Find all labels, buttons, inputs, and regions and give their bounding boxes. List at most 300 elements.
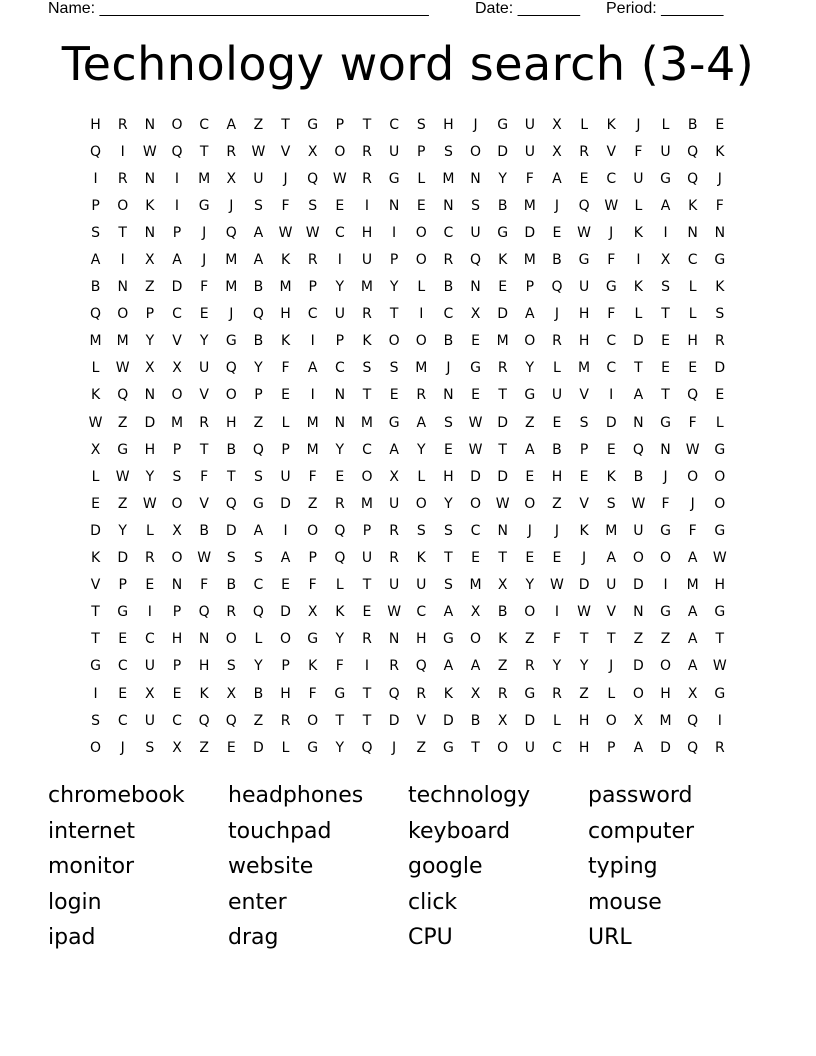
grid-letter: W [88,414,103,431]
grid-letter: F [661,495,670,512]
grid-letter: E [362,604,372,621]
grid-letter: E [91,495,100,512]
grid-letter: S [416,522,426,539]
grid-letter: T [606,631,616,648]
grid-letter: Y [335,279,345,296]
grid-row [82,572,734,599]
grid-letter: W [332,170,347,187]
grid-letter: R [307,252,318,269]
grid-letter: L [607,685,616,702]
grid-letter: O [470,495,482,512]
grid-letter: P [525,279,535,296]
grid-letter: A [525,441,535,458]
grid-letter: A [687,631,698,648]
grid-letter: G [307,116,319,133]
grid-letter: A [606,550,617,567]
grid-letter: K [280,252,291,269]
grid-letter: Y [498,170,507,187]
grid-letter: J [527,522,532,539]
grid-row [82,734,734,761]
grid-letter: X [172,522,182,539]
grid-letter: A [253,252,264,269]
grid-letter: E [525,468,535,485]
grid-letter: D [388,712,400,729]
word-bank-item: touchpad [228,818,332,844]
grid-letter: B [253,279,264,296]
grid-letter: G [497,224,509,241]
grid-letter: O [524,495,536,512]
grid-letter: S [443,577,453,594]
grid-letter: G [470,360,481,377]
grid-row [82,165,734,192]
grid-letter: P [389,252,399,269]
grid-letter: E [226,739,236,756]
grid-letter: D [497,306,509,323]
grid-letter: E [145,577,155,594]
grid-letter: R [579,143,589,160]
grid-letter: E [471,550,480,567]
grid-letter: E [199,306,209,323]
grid-letter: J [609,224,614,241]
grid-letter: A [307,360,318,377]
grid-row [82,490,734,517]
word-bank-item: internet [48,818,135,844]
grid-letter: N [443,387,454,404]
grid-letter: B [633,468,644,485]
grid-letter: I [609,387,614,404]
grid-letter: G [660,414,671,431]
grid-letter: P [607,739,616,756]
grid-letter: R [389,658,399,675]
grid-letter: P [362,522,372,539]
grid-letter: E [579,170,589,187]
grid-letter: G [307,739,319,756]
grid-letter: R [416,685,427,702]
grid-letter: E [281,577,290,594]
grid-letter: R [362,631,372,648]
grid-letter: N [470,170,481,187]
word-bank-item: headphones [228,783,364,808]
grid-letter: L [715,414,724,431]
grid-row [82,463,734,490]
grid-letter: J [202,224,207,241]
grid-letter: T [91,604,100,621]
word-bank-item: password [588,783,693,808]
grid-letter: Q [578,197,590,214]
grid-letter: A [687,550,698,567]
grid-letter: C [307,306,318,323]
grid-letter: K [633,279,643,296]
word-bank-item: technology [408,783,531,808]
grid-letter: K [606,116,616,133]
grid-letter: X [389,468,399,485]
grid-letter: U [551,387,563,404]
grid-letter: F [200,279,209,296]
grid-letter: Z [253,116,264,133]
grid-letter: D [660,739,671,756]
grid-letter: O [632,550,644,567]
grid-letter: J [663,468,668,485]
grid-letter: V [280,143,291,160]
grid-letter: Q [388,685,400,702]
grid-letter: G [660,604,671,621]
grid-letter: R [334,495,345,512]
grid-letter: R [416,387,427,404]
grid-letter: R [389,522,399,539]
grid-letter: L [553,712,561,729]
grid-row [82,599,734,626]
grid-letter: S [443,522,453,539]
grid-letter: O [687,468,699,485]
grid-letter: U [524,739,535,756]
grid-letter: B [226,577,237,594]
grid-row [82,707,734,734]
grid-letter: H [578,306,590,323]
grid-letter: J [582,550,587,567]
grid-letter: V [606,604,617,621]
grid-letter: L [281,414,290,431]
grid-letter: I [337,252,342,269]
grid-letter: E [552,224,562,241]
grid-letter: Q [415,658,427,675]
grid-letter: O [90,739,102,756]
grid-letter: Q [307,170,319,187]
grid-letter: Y [254,658,263,675]
grid-letter: C [443,306,454,323]
grid-letter: T [199,143,209,160]
grid-letter: X [552,116,562,133]
grid-letter: Y [416,441,426,458]
grid-row [82,301,734,328]
grid-letter: Q [225,495,237,512]
grid-letter: D [225,522,237,539]
grid-letter: Z [117,495,128,512]
grid-letter: T [362,387,372,404]
grid-letter: N [334,387,346,404]
grid-letter: F [552,631,561,648]
grid-letter: T [444,550,453,567]
grid-row [82,382,734,409]
word-bank-item: google [408,854,483,880]
grid-letter: W [550,577,564,594]
grid-letter: D [605,414,617,431]
grid-row [82,409,734,436]
grid-letter: I [364,197,370,214]
grid-letter: J [554,306,560,323]
grid-letter: L [335,577,344,594]
grid-letter: O [660,550,672,567]
grid-letter: Z [579,685,589,702]
grid-letter: P [254,387,263,404]
grid-letter: W [468,414,483,431]
grid-letter: A [552,170,562,187]
grid-letter: H [578,712,590,729]
grid-letter: G [198,197,210,214]
grid-letter: J [554,522,560,539]
grid-letter: D [280,604,291,621]
grid-letter: T [91,631,100,648]
grid-letter: E [498,279,508,296]
grid-letter: K [199,685,209,702]
grid-letter: O [171,116,183,133]
grid-letter: H [226,414,237,431]
word-bank-item: website [228,854,314,880]
grid-letter: G [307,631,319,648]
grid-letter: G [117,441,129,458]
grid-letter: J [392,739,397,756]
grid-letter: J [283,170,288,187]
grid-letter: H [144,441,156,458]
grid-row [82,626,734,653]
grid-letter: C [687,252,698,269]
grid-letter: K [579,522,589,539]
grid-letter: G [714,685,726,702]
grid-letter: U [578,279,590,296]
grid-letter: Y [579,658,589,675]
grid-letter: M [442,170,455,187]
grid-letter: S [606,495,616,512]
grid-letter: E [525,550,535,567]
grid-row [82,355,734,382]
grid-letter: F [200,468,209,485]
grid-letter: B [253,685,264,702]
grid-letter: M [496,333,509,350]
grid-letter: K [498,631,508,648]
word-bank-item: typing [588,854,658,880]
grid-letter: E [715,116,725,133]
grid-letter: Z [525,414,535,431]
grid-letter: X [470,685,481,702]
grid-letter: M [279,279,292,296]
grid-letter: L [634,306,643,323]
grid-letter: P [172,658,182,675]
grid-letter: N [443,197,454,214]
grid-letter: R [117,116,128,133]
grid-letter: M [306,414,319,431]
grid-letter: O [171,550,183,567]
grid-letter: X [470,306,481,323]
grid-row [82,192,734,219]
grid-letter: T [498,441,507,458]
grid-letter: R [280,712,291,729]
grid-letter: F [607,252,616,269]
word-bank-item: computer [588,818,695,844]
grid-letter: N [144,224,156,241]
grid-letter: M [659,712,672,729]
grid-letter: Q [252,441,264,458]
grid-letter: V [172,333,182,350]
grid-letter: J [229,197,234,214]
grid-letter: Y [444,495,453,512]
grid-letter: R [362,170,372,187]
grid-row [82,138,734,165]
grid-letter: X [552,143,562,160]
grid-letter: M [523,197,536,214]
grid-letter: E [389,387,399,404]
grid-letter: Z [552,495,562,512]
grid-letter: A [416,414,427,431]
grid-letter: M [306,441,319,458]
grid-letter: K [688,197,698,214]
grid-letter: Y [525,360,535,377]
grid-letter: E [661,360,670,377]
grid-row [82,328,734,355]
grid-letter: T [199,441,209,458]
grid-letter: X [145,685,155,702]
grid-letter: D [497,414,509,431]
grid-letter: M [686,577,699,594]
grid-letter: D [497,143,509,160]
grid-letter: O [225,387,237,404]
grid-letter: T [661,387,670,404]
grid-letter: S [416,116,426,133]
grid-letter: H [443,468,454,485]
grid-letter: K [280,333,291,350]
grid-letter: Z [416,739,427,756]
grid-letter: T [362,685,372,702]
grid-letter: C [552,739,562,756]
grid-letter: K [308,658,318,675]
grid-letter: G [714,252,726,269]
grid-letter: A [660,197,671,214]
grid-letter: U [470,224,481,241]
grid-letter: Y [389,279,399,296]
grid-letter: M [360,495,374,512]
grid-letter: A [687,604,698,621]
grid-letter: E [606,441,616,458]
grid-letter: V [416,712,427,729]
grid-letter: B [90,279,101,296]
grid-letter: L [254,631,263,648]
grid-letter: Q [252,604,264,621]
grid-letter: A [253,224,264,241]
grid-letter: N [334,414,346,431]
grid-letter: F [688,414,697,431]
grid-row [82,517,734,544]
grid-row [82,274,734,301]
grid-letter: W [468,441,483,458]
grid-letter: C [606,333,617,350]
grid-letter: A [90,252,101,269]
grid-letter: S [91,712,101,729]
grid-letter: J [202,252,207,269]
grid-letter: C [334,360,345,377]
grid-letter: O [660,658,672,675]
grid-letter: V [579,387,589,404]
grid-letter: W [712,550,727,567]
grid-letter: U [199,360,210,377]
grid-letter: I [636,252,641,269]
grid-letter: G [117,604,129,621]
grid-letter: S [253,550,263,567]
grid-letter: S [579,414,589,431]
grid-letter: X [172,360,182,377]
grid-letter: I [120,143,125,160]
grid-letter: F [308,685,317,702]
grid-letter: M [360,414,374,431]
grid-letter: G [524,685,536,702]
grid-letter: N [470,279,481,296]
grid-letter: D [632,658,644,675]
grid-letter: M [225,252,238,269]
grid-letter: O [307,712,319,729]
grid-letter: S [389,360,399,377]
grid-letter: I [93,685,98,702]
grid-letter: J [229,306,234,323]
grid-letter: O [415,252,427,269]
grid-letter: Q [687,170,699,187]
grid-letter: O [225,631,237,648]
grid-letter: A [172,252,182,269]
grid-letter: U [388,495,400,512]
grid-letter: N [633,604,644,621]
grid-letter: P [579,441,589,458]
grid-letter: N [171,577,183,594]
grid-letter: O [714,495,726,512]
grid-letter: P [172,224,182,241]
grid-letter: Q [687,143,699,160]
grid-letter: N [687,224,698,241]
grid-letter: I [419,306,424,323]
grid-letter: D [497,468,509,485]
grid-letter: F [308,468,317,485]
grid-letter: E [118,631,128,648]
grid-letter: N [198,631,210,648]
grid-letter: F [200,577,209,594]
grid-letter: P [91,197,100,214]
grid-letter: F [525,170,534,187]
grid-letter: E [281,387,290,404]
grid-letter: B [443,279,454,296]
grid-letter: Z [199,739,209,756]
grid-letter: U [660,143,671,160]
grid-letter: M [198,170,211,187]
grid-letter: Q [687,712,699,729]
grid-letter: A [633,739,644,756]
grid-letter: N [633,414,644,431]
grid-letter: P [335,333,345,350]
grid-letter: Q [361,739,373,756]
grid-letter: I [717,712,722,729]
grid-letter: B [552,252,562,269]
grid-letter: G [578,252,590,269]
grid-letter: G [605,279,617,296]
grid-letter: Q [225,712,237,729]
grid-letter: Z [253,712,264,729]
grid-letter: K [715,143,725,160]
grid-letter: E [416,197,426,214]
grid-letter: Q [687,387,699,404]
grid-letter: D [90,522,101,539]
grid-letter: Q [334,522,346,539]
grid-letter: U [633,522,644,539]
grid-letter: B [226,441,237,458]
grid-letter: F [281,360,290,377]
grid-letter: U [144,658,155,675]
grid-letter: W [197,550,212,567]
grid-letter: P [308,550,317,567]
grid-letter: U [280,468,291,485]
grid-letter: Q [470,252,482,269]
grid-letter: U [253,170,264,187]
grid-letter: H [361,224,373,241]
grid-letter: B [253,333,264,350]
grid-letter: T [362,712,372,729]
grid-letter: P [281,658,290,675]
word-search-grid [82,111,734,761]
grid-letter: P [118,577,127,594]
grid-letter: K [606,468,616,485]
